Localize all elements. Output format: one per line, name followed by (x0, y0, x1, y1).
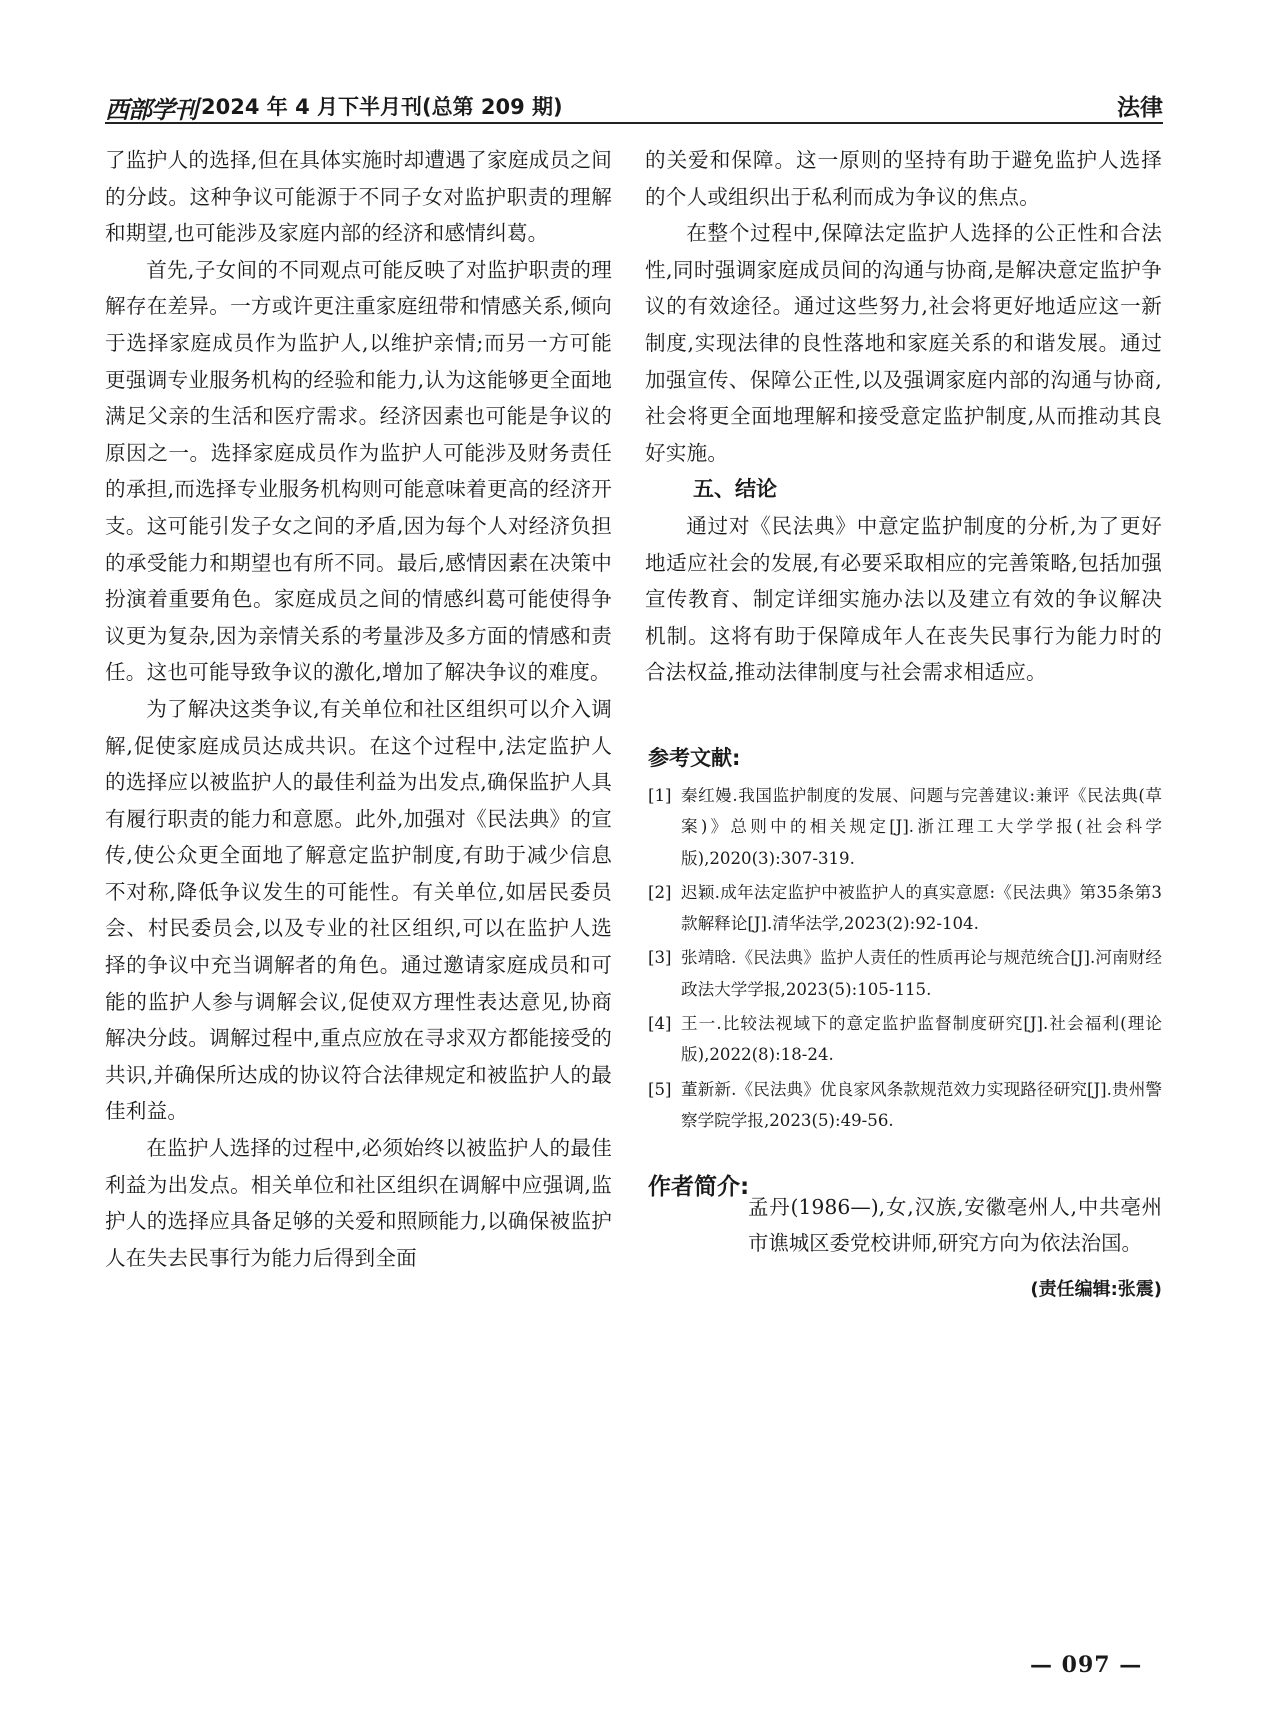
references-list (648, 780, 1162, 1139)
reference-text: 迟颖.成年法定监护中被监护人的真实意愿:《民法典》第35条第3款解释论[J].清华法学,2023(2):92-104. (681, 882, 1162, 934)
reference-text: 张靖晗.《民法典》监护人责任的性质再论与规范统合[J].河南财经政法大学学报,2023(5):105-115. (681, 948, 1162, 999)
issue-info: 2024 年 4 月下半月刊(总第 209 期) (201, 95, 563, 119)
reference-text: 王一.比较法视域下的意定监护监督制度研究[J].社会福利(理论版),2022(8):18-24. (681, 1014, 1162, 1065)
reference-number: [3] (648, 948, 672, 968)
section-heading: 五、结论 (693, 477, 777, 502)
responsible-editor: (责任编辑:张震) (1030, 1279, 1162, 1300)
reference-number: [1] (648, 786, 672, 805)
reference-item (648, 1008, 1162, 1071)
reference-text: 秦红嫚.我国监护制度的发展、问题与完善建议:兼评《民法典(草案)》总则中的相关规定[J].浙江理工大学学报(社会科学版),2020(3):307-319. (681, 786, 1162, 868)
author-label: 作者简介: (648, 1174, 750, 1200)
author-text: 孟丹(1986—),女,汉族,安徽亳州人,中共亳州市谯城区委党校讲师,研究方向为依法治国。 (748, 1195, 1162, 1255)
left-column (105, 142, 612, 1276)
page-header (105, 88, 1163, 124)
reference-item (648, 780, 1162, 874)
author-bio (648, 1170, 1162, 1282)
body-paragraph: 通过对《民法典》中意定监护制度的分析,为了更好地适应社会的发展,有必要采取相应的完善策略,包括加强宣传教育、制定详细实施办法以及建立有效的争议解决机制。这将有助于保障成年人在丧失民事行为能力时的合法权益,推动法律制度与社会需求相适应。 (645, 513, 1162, 685)
page-number: — 097 — (1030, 1652, 1143, 1678)
journal-logo: 西部学刊 (105, 95, 197, 124)
body-paragraph: 的关爱和保障。这一原则的坚持有助于避免监护人选择的个人或组织出于私利而成为争议的焦点。 (645, 148, 1162, 209)
reference-number: [4] (648, 1014, 672, 1034)
references-title: 参考文献: (648, 746, 741, 770)
reference-item (648, 877, 1162, 940)
reference-text: 董新新.《民法典》优良家风条款规范效力实现路径研究[J].贵州警察学院学报,2023(5):49-56. (681, 1079, 1162, 1130)
body-paragraph: 在整个过程中,保障法定监护人选择的公正性和合法性,同时强调家庭成员间的沟通与协商,是解决意定监护争议的有效途径。通过这些努力,社会将更好地适应这一新制度,实现法律的良性落地和家庭关系的和谐发展。通过加强宣传、保障公正性,以及强调家庭内部的沟通与协商,社会将更全面地理解和接受意定监护制度,从而推动其良好实施。 (645, 221, 1162, 465)
body-paragraph: 在监护人选择的过程中,必须始终以被监护人的最佳利益为出发点。相关单位和社区组织在调解中应强调,监护人的选择应具备足够的关爱和照顾能力,以确保被监护人在失去民事行为能力后得到全面 (105, 1136, 612, 1270)
body-paragraph: 首先,子女间的不同观点可能反映了对监护职责的理解存在差异。一方或许更注重家庭纽带和情感关系,倾向于选择家庭成员作为监护人,以维护亲情;而另一方可能更强调专业服务机构的经验和能力,认为这能够更全面地满足父亲的生活和医疗需求。经济因素也可能是争议的原因之一。选择家庭成员作为监护人可能涉及财务责任的承担,而选择专业服务机构则可能意味着更高的经济开支。这可能引发子女之间的矛盾,因为每个人对经济负担的承受能力和期望也有所不同。最后,感情因素在决策中扮演着重要角色。家庭成员之间的情感纠葛可能使得争议更为复杂,因为亲情关系的考量涉及多方面的情感和责任。这也可能导致争议的激化,增加了解决争议的难度。 (105, 257, 612, 685)
right-column (645, 142, 1162, 691)
body-paragraph: 了监护人的选择,但在具体实施时却遭遇了家庭成员之间的分歧。这种争议可能源于不同子女对监护职责的理解和期望,也可能涉及家庭内部的经济和感情纠葛。 (105, 148, 612, 246)
body-paragraph: 为了解决这类争议,有关单位和社区组织可以介入调解,促使家庭成员达成共识。在这个过程中,法定监护人的选择应以被监护人的最佳利益为出发点,确保监护人具有履行职责的能力和意愿。此外,加强对《民法典》的宣传,使公众更全面地了解意定监护制度,有助于减少信息不对称,降低争议发生的可能性。有关单位,如居民委员会、村民委员会,以及专业的社区组织,可以在监护人选择的争议中充当调解者的角色。通过邀请家庭成员和可能的监护人参与调解会议,促使双方理性表达意见,协商解决分歧。调解过程中,重点应放在寻求双方都能接受的共识,并确保所达成的协议符合法律规定和被监护人的最佳利益。 (105, 696, 612, 1124)
section-label: 法律 (1117, 95, 1163, 121)
reference-number: [2] (648, 882, 672, 902)
reference-number: [5] (648, 1079, 672, 1099)
reference-item (648, 942, 1162, 1005)
reference-item (648, 1074, 1162, 1137)
